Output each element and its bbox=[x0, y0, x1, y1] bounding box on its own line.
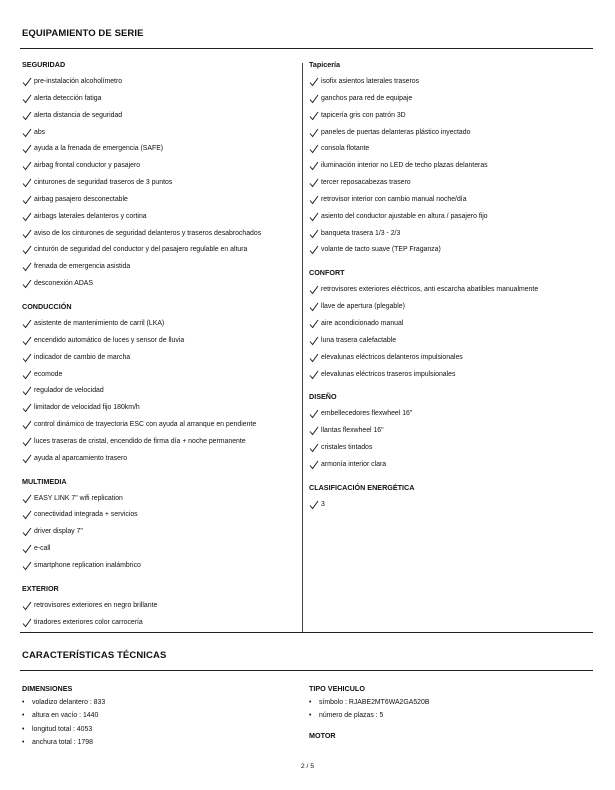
equipment-item bbox=[309, 144, 599, 161]
equipment-item bbox=[22, 437, 300, 454]
equipment-item-label: desconexión ADAS bbox=[34, 280, 93, 288]
equipment-item-label: banqueta trasera 1/3 - 2/3 bbox=[321, 229, 401, 237]
equipment-item bbox=[309, 94, 599, 111]
spec-group-title: DIMENSIONES bbox=[22, 684, 73, 693]
equipment-item bbox=[22, 494, 300, 511]
checkmark-icon bbox=[22, 279, 34, 289]
spec-item-label: símbolo : RJABE2MT6WA2GA520B bbox=[319, 699, 430, 706]
equipment-right-column bbox=[309, 60, 599, 517]
checkmark-icon bbox=[309, 409, 321, 419]
checkmark-icon bbox=[22, 212, 34, 222]
spec-item bbox=[22, 738, 292, 751]
checkmark-icon bbox=[22, 601, 34, 611]
checkmark-icon bbox=[22, 527, 34, 537]
equipment-title-rule bbox=[20, 48, 593, 49]
equipment-item-label: aire acondicionado manual bbox=[321, 319, 404, 327]
equipment-item bbox=[22, 262, 300, 279]
checkmark-icon bbox=[22, 161, 34, 171]
equipment-item bbox=[22, 527, 300, 544]
equipment-item-label: cinturón de seguridad del conductor y del pasajero regulable en altura bbox=[34, 246, 248, 254]
equipment-bottom-rule bbox=[20, 632, 593, 633]
equipment-item-label: elevalunas eléctricos traseros impulsionales bbox=[321, 370, 456, 378]
checkmark-icon bbox=[22, 77, 34, 87]
checkmark-icon bbox=[22, 437, 34, 447]
checkmark-icon bbox=[309, 212, 321, 222]
equipment-item bbox=[22, 245, 300, 262]
equipment-item bbox=[22, 161, 300, 178]
equipment-item bbox=[22, 94, 300, 111]
checkmark-icon bbox=[22, 128, 34, 138]
equipment-item bbox=[309, 128, 599, 145]
equipment-item-label: llantas flexwheel 16" bbox=[321, 427, 384, 435]
group-title: CLASIFICACIÓN ENERGÉTICA bbox=[309, 482, 415, 492]
equipment-item-label: luna trasera calefactable bbox=[321, 336, 397, 344]
spec-item bbox=[22, 711, 292, 724]
equipment-item bbox=[309, 319, 599, 336]
equipment-item-label: ganchos para red de equipaje bbox=[321, 94, 413, 102]
equipment-item bbox=[309, 77, 599, 94]
equipment-item bbox=[309, 229, 599, 246]
checkmark-icon bbox=[309, 353, 321, 363]
equipment-item-label: asiento del conductor ajustable en altura / pasajero fijo bbox=[321, 212, 488, 220]
checkmark-icon bbox=[309, 460, 321, 470]
equipment-item bbox=[22, 144, 300, 161]
group-title: DISEÑO bbox=[309, 392, 337, 402]
equipment-item bbox=[22, 336, 300, 353]
equipment-item-label: retrovisores exteriores eléctricos, anti escarcha abatibles manualmente bbox=[321, 286, 539, 294]
equipment-item bbox=[22, 353, 300, 370]
checkmark-icon bbox=[309, 302, 321, 312]
equipment-item bbox=[22, 128, 300, 145]
equipment-item-label: control dinámico de trayectoria ESC con ayuda al arranque en pendiente bbox=[34, 421, 257, 429]
equipment-item bbox=[309, 336, 599, 353]
equipment-item bbox=[309, 195, 599, 212]
checkmark-icon bbox=[309, 443, 321, 453]
equipment-item-label: embellecedores flexwheel 16" bbox=[321, 410, 413, 418]
equipment-item-label: retrovisor interior con cambio manual noche/día bbox=[321, 195, 467, 203]
equipment-item bbox=[22, 544, 300, 561]
equipment-item-label: indicador de cambio de marcha bbox=[34, 353, 131, 361]
equipment-item-label: cinturones de seguridad traseros de 3 puntos bbox=[34, 179, 173, 187]
checkmark-icon bbox=[22, 111, 34, 121]
equipment-item-label: luces traseras de cristal, encendido de firma día + noche permanente bbox=[34, 437, 246, 445]
equipment-item-label: isofix asientos laterales traseros bbox=[321, 78, 420, 85]
equipment-title: EQUIPAMIENTO DE SERIE bbox=[22, 28, 144, 39]
equipment-item bbox=[22, 212, 300, 229]
checkmark-icon bbox=[309, 144, 321, 154]
checkmark-icon bbox=[309, 245, 321, 255]
checkmark-icon bbox=[309, 336, 321, 346]
checkmark-icon bbox=[309, 94, 321, 104]
checkmark-icon bbox=[22, 178, 34, 188]
equipment-item-label: regulador de velocidad bbox=[34, 387, 104, 395]
checkmark-icon bbox=[22, 494, 34, 504]
checkmark-icon bbox=[22, 561, 34, 571]
equipment-item-label: limitador de velocidad fijo 180km/h bbox=[34, 404, 140, 412]
equipment-item bbox=[22, 601, 300, 618]
spec-item-label: número de plazas : 5 bbox=[319, 712, 384, 720]
checkmark-icon bbox=[22, 94, 34, 104]
equipment-item-label: airbag pasajero desconectable bbox=[34, 195, 128, 203]
spec-item bbox=[309, 698, 589, 711]
checkmark-icon bbox=[22, 370, 34, 380]
checkmark-icon bbox=[309, 195, 321, 205]
equipment-item bbox=[22, 370, 300, 387]
equipment-item-label: e-call bbox=[34, 545, 51, 553]
equipment-item bbox=[22, 510, 300, 527]
group-title: SEGURIDAD bbox=[22, 60, 66, 69]
equipment-item bbox=[309, 443, 599, 460]
bullet-icon: • bbox=[309, 712, 312, 720]
equipment-item-label: paneles de puertas delanteras plástico inyectado bbox=[321, 128, 471, 136]
equipment-item bbox=[309, 285, 599, 302]
equipment-item-label: iluminación interior no LED de techo plazas delanteras bbox=[321, 162, 488, 170]
equipment-item-label: ecomode bbox=[34, 370, 63, 378]
equipment-left-column bbox=[22, 60, 300, 634]
equipment-item bbox=[309, 245, 599, 262]
equipment-item bbox=[22, 229, 300, 246]
specs-left-column bbox=[22, 684, 292, 751]
equipment-item bbox=[22, 420, 300, 437]
equipment-item bbox=[22, 195, 300, 212]
checkmark-icon bbox=[309, 77, 321, 87]
spec-item-label: altura en vacío : 1440 bbox=[32, 712, 99, 720]
equipment-item bbox=[309, 460, 599, 477]
equipment-item-label: elevalunas eléctricos delanteros impulsionales bbox=[321, 353, 463, 361]
group-title: EXTERIOR bbox=[22, 583, 59, 593]
checkmark-icon bbox=[22, 245, 34, 255]
specs-title-rule bbox=[20, 670, 593, 671]
equipment-item-label: EASY LINK 7" wifi replication bbox=[34, 494, 123, 502]
equipment-item-label: driver display 7" bbox=[34, 528, 83, 536]
checkmark-icon bbox=[22, 454, 34, 464]
equipment-item bbox=[22, 561, 300, 578]
equipment-item-label: armonía interior clara bbox=[321, 460, 387, 468]
equipment-item-label: abs bbox=[34, 128, 46, 136]
equipment-item-label: conectividad integrada + servicios bbox=[34, 511, 138, 519]
column-divider bbox=[302, 63, 303, 633]
equipment-item-label: ayuda al aparcamiento trasero bbox=[34, 454, 128, 462]
bullet-icon: • bbox=[309, 699, 312, 706]
spec-item bbox=[22, 698, 292, 711]
equipment-item-label: consola flotante bbox=[321, 145, 370, 153]
equipment-item-label: cristales tintados bbox=[321, 444, 373, 452]
equipment-item bbox=[309, 370, 599, 387]
checkmark-icon bbox=[22, 195, 34, 205]
equipment-item bbox=[22, 454, 300, 471]
spec-group-title: MOTOR bbox=[309, 730, 336, 740]
spec-item bbox=[22, 725, 292, 738]
group-title: MULTIMEDIA bbox=[22, 476, 67, 486]
equipment-item-label: tapicería gris con patrón 3D bbox=[321, 111, 406, 119]
equipment-item bbox=[22, 279, 300, 296]
equipment-item bbox=[309, 111, 599, 128]
spec-group-title: TIPO VEHICULO bbox=[309, 684, 365, 693]
equipment-item-label: asistente de mantenimiento de carril (LKA) bbox=[34, 319, 165, 327]
checkmark-icon bbox=[309, 178, 321, 188]
bullet-icon: • bbox=[22, 699, 25, 706]
equipment-item bbox=[309, 302, 599, 319]
equipment-item-label: airbags laterales delanteros y cortina bbox=[34, 212, 147, 220]
equipment-item-label: pre-instalación alcoholímetro bbox=[34, 78, 123, 85]
spec-item bbox=[309, 711, 589, 724]
equipment-item bbox=[309, 500, 599, 517]
equipment-item bbox=[309, 212, 599, 229]
checkmark-icon bbox=[22, 262, 34, 272]
specs-right-column bbox=[309, 684, 589, 745]
checkmark-icon bbox=[22, 319, 34, 329]
spec-item-label: voladizo delantero : 833 bbox=[32, 699, 106, 706]
group-title: CONDUCCIÓN bbox=[22, 301, 72, 311]
checkmark-icon bbox=[309, 161, 321, 171]
equipment-item-label: frenada de emergencia asistida bbox=[34, 263, 131, 271]
checkmark-icon bbox=[22, 386, 34, 396]
equipment-item bbox=[22, 403, 300, 420]
equipment-item-label: aviso de los cinturones de seguridad delanteros y traseros desabrochados bbox=[34, 229, 262, 237]
bullet-icon: • bbox=[22, 738, 25, 746]
equipment-item-label: llave de apertura (plegable) bbox=[321, 303, 405, 311]
equipment-item bbox=[309, 161, 599, 178]
checkmark-icon bbox=[309, 128, 321, 138]
checkmark-icon bbox=[22, 618, 34, 628]
equipment-item bbox=[22, 77, 300, 94]
checkmark-icon bbox=[22, 420, 34, 430]
equipment-item bbox=[309, 178, 599, 195]
equipment-item-label: smartphone replication inalámbrico bbox=[34, 561, 141, 569]
equipment-item-label: tercer reposacabezas trasero bbox=[321, 179, 411, 187]
checkmark-icon bbox=[309, 285, 321, 295]
checkmark-icon bbox=[309, 426, 321, 436]
checkmark-icon bbox=[22, 336, 34, 346]
equipment-item bbox=[309, 426, 599, 443]
equipment-item-label: airbag frontal conductor y pasajero bbox=[34, 162, 141, 170]
specs-title: CARACTERÍSTICAS TÉCNICAS bbox=[22, 650, 167, 661]
equipment-item-label: alerta distancia de seguridad bbox=[34, 111, 123, 119]
group-title: Tapicería bbox=[309, 60, 341, 69]
equipment-item-label: retrovisores exteriores en negro brillante bbox=[34, 601, 158, 609]
checkmark-icon bbox=[309, 229, 321, 239]
spec-item-label: anchura total : 1798 bbox=[32, 738, 93, 746]
checkmark-icon bbox=[22, 544, 34, 554]
checkmark-icon bbox=[22, 144, 34, 154]
equipment-item bbox=[22, 319, 300, 336]
checkmark-icon bbox=[309, 370, 321, 380]
checkmark-icon bbox=[309, 111, 321, 121]
page-number: 2 / 5 bbox=[300, 763, 315, 770]
equipment-item bbox=[22, 386, 300, 403]
equipment-item bbox=[309, 409, 599, 426]
equipment-item-label: encendido automático de luces y sensor de lluvia bbox=[34, 336, 185, 344]
equipment-item bbox=[22, 178, 300, 195]
spec-item-label: longitud total : 4053 bbox=[32, 725, 93, 733]
checkmark-icon bbox=[22, 510, 34, 520]
bullet-icon: • bbox=[22, 725, 25, 733]
equipment-item-label: ayuda a la frenada de emergencia (SAFE) bbox=[34, 145, 164, 153]
checkmark-icon bbox=[309, 500, 321, 510]
equipment-item bbox=[309, 353, 599, 370]
checkmark-icon bbox=[22, 353, 34, 363]
equipment-item-label: 3 bbox=[321, 500, 325, 508]
equipment-item-label: tiradores exteriores color carrocería bbox=[34, 618, 143, 626]
checkmark-icon bbox=[22, 403, 34, 413]
equipment-item-label: volante de tacto suave (TEP Fraganza) bbox=[321, 246, 441, 254]
equipment-item bbox=[22, 111, 300, 128]
equipment-item-label: alerta detección fatiga bbox=[34, 94, 102, 102]
group-title: CONFORT bbox=[309, 268, 345, 278]
checkmark-icon bbox=[309, 319, 321, 329]
checkmark-icon bbox=[22, 229, 34, 239]
bullet-icon: • bbox=[22, 712, 25, 720]
